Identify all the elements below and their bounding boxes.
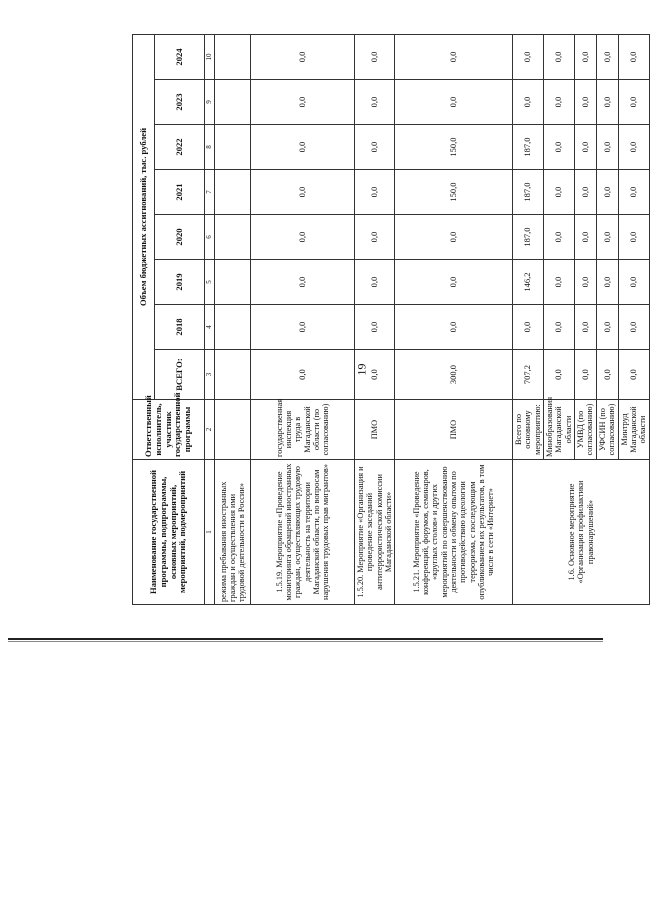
row-value: 0,0 <box>618 34 649 79</box>
row-value: 0,0 <box>543 260 574 305</box>
row-value: 0,0 <box>395 305 513 350</box>
column-number: 8 <box>205 125 215 170</box>
row-value: 0,0 <box>395 80 513 125</box>
row-value: 0,0 <box>355 260 395 305</box>
row-value: 0,0 <box>574 215 596 260</box>
header-year-2018: 2018 <box>155 305 205 350</box>
row-value: 0,0 <box>618 350 649 400</box>
header-year-2019: 2019 <box>155 260 205 305</box>
row-executor: Всего по основному мероприятию: <box>513 400 544 460</box>
column-number: 5 <box>205 260 215 305</box>
row-value: 0,0 <box>618 260 649 305</box>
row-value: 0,0 <box>395 215 513 260</box>
row-value: 0,0 <box>355 350 395 400</box>
row-value: 0,0 <box>513 80 544 125</box>
row-value: 0,0 <box>355 34 395 79</box>
row-value: 0,0 <box>251 34 355 79</box>
row-value: 300,0 <box>395 350 513 400</box>
row-value: 0,0 <box>355 170 395 215</box>
row-executor: государственная инспекция труда в Магаданской области (по согласованию) <box>251 400 355 460</box>
row-value: 0,0 <box>251 125 355 170</box>
row-value <box>215 350 251 400</box>
header-year-2022: 2022 <box>155 125 205 170</box>
row-value: 0,0 <box>596 80 618 125</box>
row-executor: ПМО <box>355 400 395 460</box>
row-value: 0,0 <box>596 260 618 305</box>
row-value: 0,0 <box>574 305 596 350</box>
row-value: 0,0 <box>618 125 649 170</box>
row-value: 0,0 <box>251 170 355 215</box>
column-number: 1 <box>205 460 215 605</box>
row-value: 0,0 <box>618 215 649 260</box>
column-number-row <box>205 34 215 604</box>
header-budget-group: Объем бюджетных ассигнований, тыс. рублей <box>133 34 155 399</box>
row-value: 0,0 <box>251 215 355 260</box>
row-name: режима пребывания иностранных граждан и осуществления ими трудовой деятельности в России» <box>215 460 251 605</box>
row-value: 0,0 <box>574 80 596 125</box>
row-value: 0,0 <box>543 80 574 125</box>
group-name: 1.6. Основное мероприятие «Организация профилактики правонарушений» <box>513 460 650 605</box>
row-value: 0,0 <box>251 260 355 305</box>
row-value: 187,0 <box>513 215 544 260</box>
row-value: 0,0 <box>618 80 649 125</box>
row-value: 707,2 <box>513 350 544 400</box>
row-value: 0,0 <box>574 34 596 79</box>
row-executor: ПМО <box>395 400 513 460</box>
row-executor <box>215 400 251 460</box>
row-executor: УФСИН (по согласованию) <box>596 400 618 460</box>
row-value: 150,0 <box>395 170 513 215</box>
row-value <box>215 125 251 170</box>
row-name: 1.5.20. Мероприятие «Организация и проведение заседаний антитеррористической комиссии Магаданской области» <box>355 460 395 605</box>
row-value: 0,0 <box>355 125 395 170</box>
row-value: 146,2 <box>513 260 544 305</box>
header-name: Наименование государственной программы, подпрограммы, основных мероприятий, мероприятий, подмероприятий <box>133 460 205 605</box>
column-number: 10 <box>205 34 215 79</box>
row-value <box>215 34 251 79</box>
row-value: 0,0 <box>251 80 355 125</box>
row-value: 0,0 <box>513 34 544 79</box>
row-value: 0,0 <box>251 350 355 400</box>
row-value: 0,0 <box>355 80 395 125</box>
table-row <box>513 34 544 604</box>
page-number: 19 <box>354 363 369 376</box>
row-value <box>215 215 251 260</box>
row-value <box>215 305 251 350</box>
row-value: 0,0 <box>596 125 618 170</box>
column-number: 2 <box>205 400 215 460</box>
row-value: 0,0 <box>513 305 544 350</box>
table-row <box>215 34 251 604</box>
row-value <box>215 170 251 215</box>
row-value: 0,0 <box>574 170 596 215</box>
row-value: 0,0 <box>543 350 574 400</box>
header-year-2021: 2021 <box>155 170 205 215</box>
row-value: 0,0 <box>543 170 574 215</box>
row-value: 0,0 <box>596 350 618 400</box>
header-year-2020: 2020 <box>155 215 205 260</box>
row-value: 0,0 <box>596 305 618 350</box>
row-value: 0,0 <box>543 34 574 79</box>
row-value: 0,0 <box>543 305 574 350</box>
row-executor: Минтруд Магаданской области <box>618 400 649 460</box>
row-value: 187,0 <box>513 125 544 170</box>
row-value: 0,0 <box>543 125 574 170</box>
budget-table <box>132 34 650 605</box>
column-number: 7 <box>205 170 215 215</box>
table-row <box>395 34 513 604</box>
row-value: 187,0 <box>513 170 544 215</box>
column-number: 3 <box>205 350 215 400</box>
column-number: 6 <box>205 215 215 260</box>
header-total: ВСЕГО: <box>155 350 205 400</box>
row-value: 0,0 <box>251 305 355 350</box>
row-value: 0,0 <box>618 170 649 215</box>
row-value: 0,0 <box>596 215 618 260</box>
row-value: 0,0 <box>574 125 596 170</box>
column-number: 9 <box>205 80 215 125</box>
page-divider-line <box>8 638 603 640</box>
row-executor: Минобразования Магаданской области <box>543 400 574 460</box>
row-value: 0,0 <box>574 260 596 305</box>
row-value: 0,0 <box>574 350 596 400</box>
header-year-2023: 2023 <box>155 80 205 125</box>
row-value: 0,0 <box>596 34 618 79</box>
row-name: 1.5.19. Мероприятие «Проведение мониторинга обращений иностранных граждан, осуществляющих трудовую деятельность на территории Магаданской области, по вопросам нарушения трудовых прав мигрантов» <box>251 460 355 605</box>
row-value: 0,0 <box>355 215 395 260</box>
row-value: 150,0 <box>395 125 513 170</box>
row-value: 0,0 <box>355 305 395 350</box>
rotated-table-container <box>132 35 648 605</box>
row-value: 0,0 <box>395 260 513 305</box>
row-value: 0,0 <box>596 170 618 215</box>
table-row <box>355 34 395 604</box>
row-value: 0,0 <box>618 305 649 350</box>
column-number: 4 <box>205 305 215 350</box>
row-value: 0,0 <box>543 215 574 260</box>
page-divider-line-thin <box>8 641 603 642</box>
row-value <box>215 260 251 305</box>
row-executor: УМВД (по согласованию) <box>574 400 596 460</box>
row-value <box>215 80 251 125</box>
header-year-2024: 2024 <box>155 34 205 79</box>
row-name: 1.5.21. Мероприятие «Проведение конференций, форумов, семинаров, «круглых столов» и других мероприятий по совершенствованию деятельности и обмену опытом по противодействию идеологии терроризма, с последующим опубликованием их результатов, в том числе в сети «Интернет» <box>395 460 513 605</box>
header-executor: Ответственный исполнитель, участник государственной программы <box>133 400 205 460</box>
row-value: 0,0 <box>395 34 513 79</box>
table-row <box>251 34 355 604</box>
